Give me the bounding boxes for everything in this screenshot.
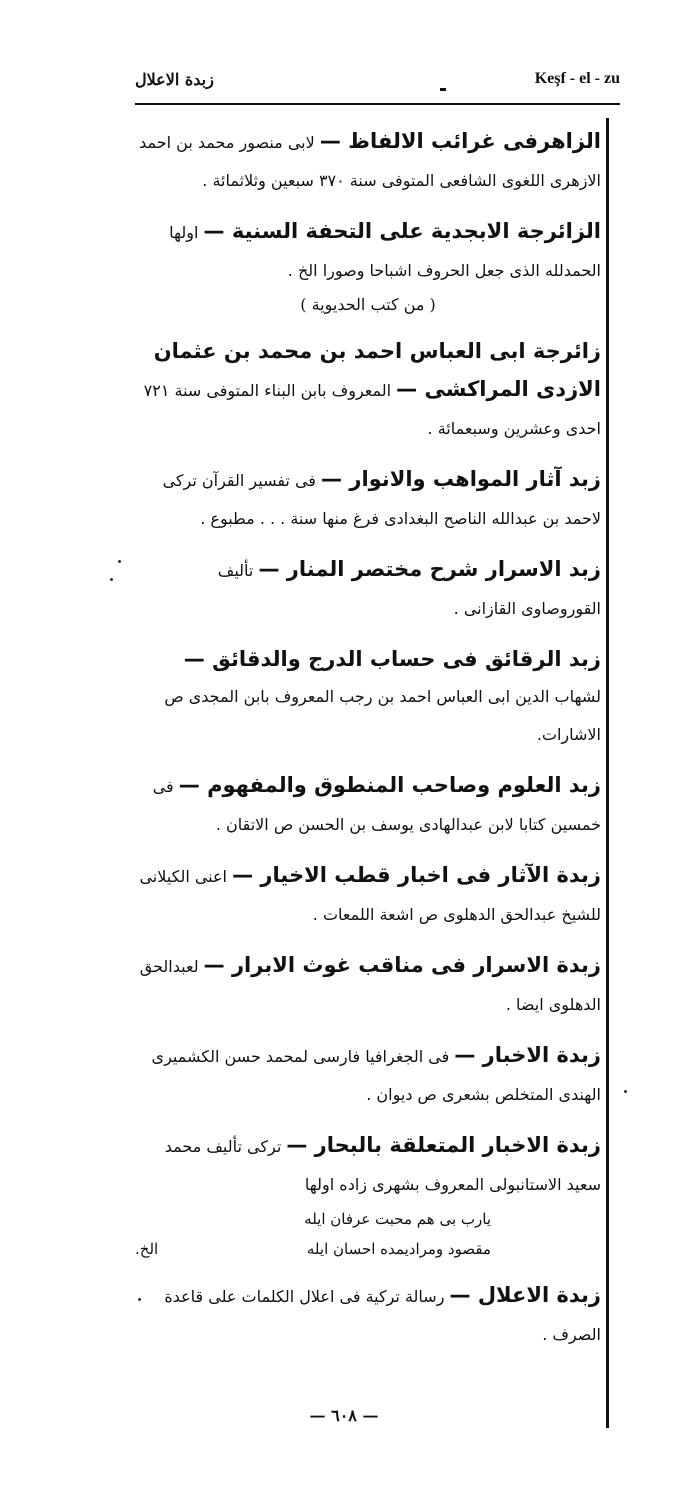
- entry: [135, 1126, 601, 1264]
- entry: [135, 1036, 601, 1114]
- header-rule: [135, 103, 620, 105]
- verse-line: يارب بى هم محبت عرفان ايله: [304, 1210, 491, 1228]
- entry: [135, 550, 601, 628]
- header-left-title: زبدة الاعلال: [135, 70, 214, 89]
- entry: [135, 332, 601, 448]
- entry-title: زبدة الاعلال —: [449, 1283, 601, 1307]
- entry-note: ( من كتب الحديوية ): [300, 295, 436, 314]
- entry-title: زائرجة ابى العباس احمد بن محمد بن عثمان الازدى المراكشى —: [153, 339, 601, 401]
- entry-body: رسالة تركية فى اعلال الكلمات على قاعدة الصرف .: [164, 1287, 601, 1344]
- entry: [135, 640, 601, 754]
- page-number: — ٦٠٨ —: [309, 1406, 379, 1425]
- verse-end: الخ.: [135, 1240, 159, 1258]
- entry-body: لابى منصور محمد بن احمد الازهرى اللغوى الشافعى المتوفى سنة ٣٧٠ سبعين وثلاثمائة .: [139, 133, 601, 190]
- entry-title: زبد الاسرار شرح مختصر المنار —: [258, 557, 601, 581]
- entry-title: زبد آثار المواهب والانوار —: [321, 467, 601, 491]
- entry-title: زبدة الاخبار —: [454, 1043, 601, 1067]
- scan-speck: [110, 578, 113, 581]
- entry: [135, 122, 601, 200]
- header-right-title: Keşf - el - zu: [534, 70, 620, 87]
- entry-body: اعنى الكيلانى للشيخ عبدالحق الدهلوى ص اشعة اللمعات .: [139, 867, 601, 924]
- entry-body: تركى تأليف محمد سعيد الاستانبولى المعروف بشهرى زاده اولها: [164, 1137, 601, 1194]
- entry-list: [135, 122, 601, 1366]
- entry-body: فى تفسير القرآن تركى لاحمد بن عبدالله الناصح البغدادى فرغ منها سنة . . . مطبوع .: [162, 471, 601, 528]
- entry: [135, 856, 601, 934]
- column-rule: [606, 118, 609, 1428]
- scan-speck: [138, 1298, 141, 1301]
- entry-body: لشهاب الدين ابى العباس احمد بن رجب المعروف بابن المجدى ص الاشارات.: [164, 687, 601, 744]
- entry-body: لعبدالحق الدهلوى ايضا .: [139, 957, 601, 1014]
- verse-line-text: مقصود ومراديمده احسان ايله: [306, 1240, 491, 1258]
- verse-line: [135, 1234, 601, 1264]
- entry-title: زبد العلوم وصاحب المنطوق والمفهوم —: [178, 773, 601, 797]
- entry: [135, 766, 601, 844]
- entry-title: زبدة الاسرار فى مناقب غوث الابرار —: [203, 953, 601, 977]
- entry-title: زبدة الاخبار المتعلقة بالبحار —: [286, 1133, 601, 1157]
- entry-body: تأليف القوروصاوى القازانى .: [217, 561, 601, 618]
- entry: [135, 1276, 601, 1354]
- scan-speck: [624, 1090, 627, 1093]
- entry-title: الزاهرفى غرائب الالفاظ —: [319, 129, 601, 153]
- entry-title: زبد الرقائق فى حساب الدرج والدقائق —: [183, 647, 601, 671]
- entry-title: زبدة الآثار فى اخبار قطب الاخيار —: [232, 863, 601, 887]
- entry: [135, 946, 601, 1024]
- entry-body: فى خمسين كتابا لابن عبدالهادى يوسف بن الحسن ص الاتقان .: [152, 777, 601, 834]
- entry-title: الزائرجة الابجدية على التحفة السنية —: [203, 219, 601, 243]
- entry-body: المعروف بابن البناء المتوفى سنة ٧٢١ احدى وعشرين وسبعمائة .: [143, 381, 601, 438]
- entry: [135, 212, 601, 320]
- entry: [135, 460, 601, 538]
- header-ornament: [440, 88, 446, 91]
- entry-body: اولها الحمدلله الذى جعل الحروف اشباحا وصورا الخ .: [169, 223, 601, 280]
- entry-body: فى الجغرافيا فارسى لمحمد حسن الكشميرى الهندى المتخلص بشعرى ص ديوان .: [151, 1047, 601, 1104]
- running-header: [135, 70, 620, 100]
- scan-speck: [118, 560, 121, 563]
